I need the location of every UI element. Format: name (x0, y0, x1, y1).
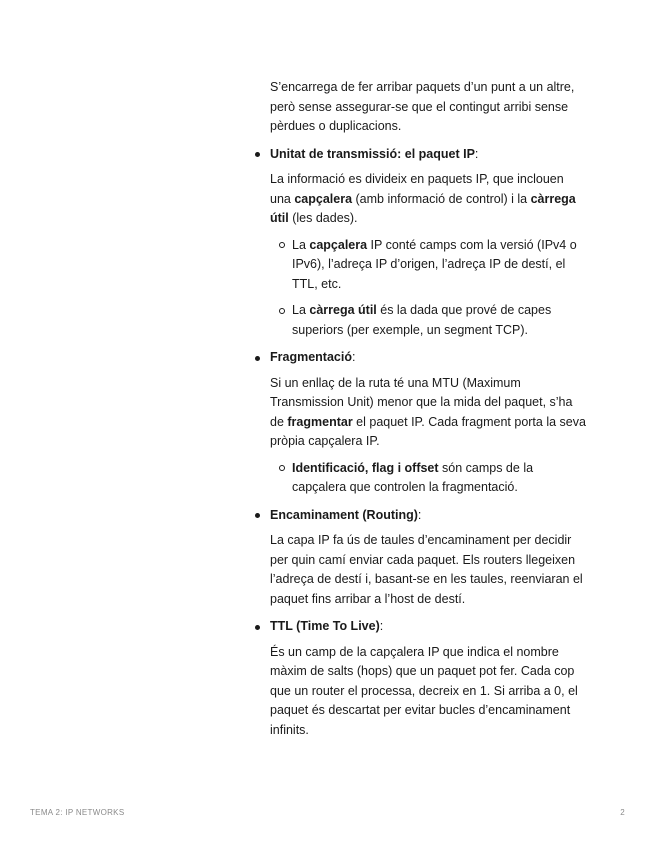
bullet-list (270, 145, 588, 741)
bullet-heading-title: Fragmentació (270, 350, 352, 364)
bullet-paragraph (270, 374, 588, 452)
bullet-dot-icon (255, 356, 260, 361)
hollow-bullet-icon (279, 465, 285, 471)
hollow-bullet-icon (279, 308, 285, 314)
bold-term: càrrega útil (309, 303, 377, 317)
bullet-item (270, 145, 588, 341)
bullet-heading-colon: : (351, 350, 356, 364)
bold-term: Identificació, flag i offset (292, 460, 439, 475)
sub-bullet-text (292, 459, 588, 498)
bullet-paragraph (270, 643, 588, 741)
text-run: (amb informació de control) i la (352, 191, 531, 206)
bullet-item (270, 617, 588, 740)
bullet-heading (270, 348, 588, 368)
bullet-heading-title: Unitat de transmissió: el paquet IP (270, 146, 475, 161)
hollow-bullet-icon (279, 242, 285, 248)
text-run: són camps de la capçalera que controlen la fragmentació. (292, 460, 534, 494)
footer-chapter-title: TEMA 2: IP NETWORKS (30, 808, 125, 817)
bullet-heading-title: TTL (Time To Live) (270, 619, 380, 633)
bullet-dot-icon (255, 513, 260, 518)
sub-bullet-text (292, 301, 588, 340)
text-run: La capa IP fa ús de taules d’encaminament per decidir per quin camí enviar cada paquet. Els routers llegeixen l’adreça de destí i, basant-se en les taules, reenviaran el paquet fins arribar a l’host de destí. (270, 533, 583, 606)
sub-bullet-text (292, 236, 588, 295)
bullet-dot-icon (255, 625, 260, 630)
bullet-heading (270, 145, 588, 165)
bullet-heading-colon: : (417, 507, 422, 522)
sub-bullet-item (292, 459, 588, 498)
bullet-dot-icon (255, 152, 260, 157)
sub-bullet-item (292, 236, 588, 295)
text-run: (les dades). (288, 211, 358, 225)
bullet-heading (270, 617, 588, 637)
sub-bullet-item (292, 301, 588, 340)
bold-term: capçalera (309, 237, 368, 252)
bullet-item (270, 506, 588, 610)
bullet-heading-title: Encaminament (Routing) (270, 507, 418, 522)
document-body (270, 78, 588, 748)
intro-paragraph: S’encarrega de fer arribar paquets d’un punt a un altre, però sense assegurar-se que el contingut arribi sense pèrdues o duplicacions. (270, 80, 575, 133)
text-run: És un camp de la capçalera IP que indica el nombre màxim de salts (hops) que un paquet pot fer. Cada cop que un router el processa, decreix en 1. Si arriba a 0, el paquet és descartat per evitar bucles d’encaminament infinits. (270, 644, 578, 737)
bullet-heading (270, 506, 588, 526)
text-run: La informació es divideix en paquets IP, que inclouen una (270, 172, 564, 206)
bullet-paragraph (270, 170, 588, 229)
bold-term: capçalera (294, 191, 353, 206)
text-run: el paquet IP. Cada fragment porta la seva pròpia capçalera IP. (270, 414, 586, 448)
text-run: IP conté camps com la versió (IPv4 o IPv6), l’adreça IP d’origen, l’adreça IP de destí, el TTL, etc. (292, 237, 577, 291)
text-run: La (292, 303, 310, 317)
bold-term: càrrega útil (270, 191, 576, 225)
bullet-heading-colon: : (474, 146, 479, 161)
text-run: Si un enllaç de la ruta té una MTU (Maximum Transmission Unit) menor que la mida del paquet, s’ha de (270, 375, 573, 429)
footer-page-number: 2 (620, 808, 625, 817)
bullet-item (270, 348, 588, 498)
bullet-paragraph (270, 531, 588, 609)
bullet-heading-colon: : (379, 619, 384, 633)
text-run: és la dada que prové de capes superiors (per exemple, un segment TCP). (292, 303, 552, 337)
text-run: La (292, 237, 310, 252)
bold-term: fragmentar (287, 414, 353, 429)
